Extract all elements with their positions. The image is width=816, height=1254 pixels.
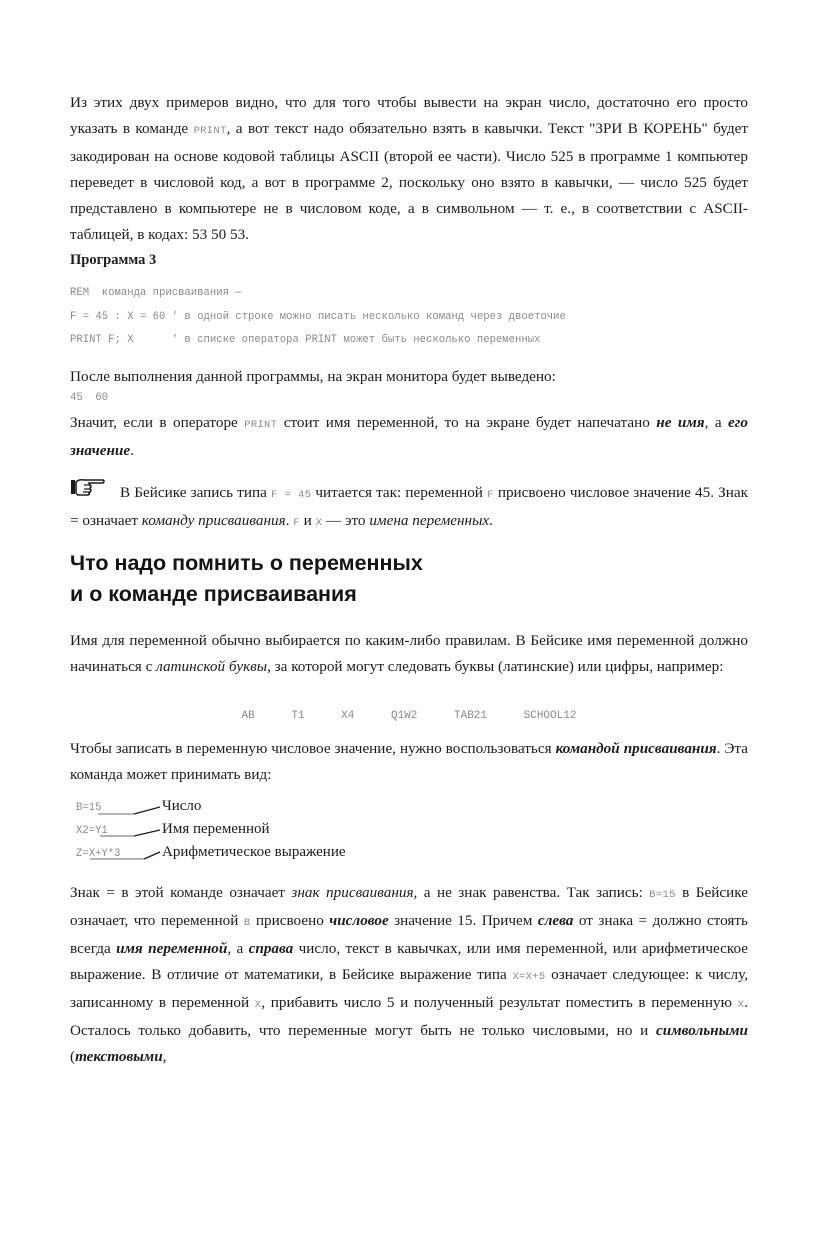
paragraph-output-intro: После выполнения данной программы, на экран монитора будет выведено: <box>70 368 556 385</box>
variable-example: AB <box>241 710 255 722</box>
program-title: Программа 3 <box>70 252 157 268</box>
diagram-code: X2=Y1 <box>76 825 108 837</box>
code-line-2: F = 45 : X = 60 ' в одной строке можно писать несколько команд через двоеточие <box>70 311 566 323</box>
paragraph-variable-names: Имя для переменной обычно выбирается по каким-либо правилам. В Бейсике имя переменной должно начинаться с латинской буквы, за которой могут следовать буквы (латинские) или цифры, например: <box>70 632 748 675</box>
variable-example: Q1W2 <box>390 710 418 722</box>
diagram-label: Арифметическое выражение <box>162 844 346 860</box>
variable-example: SCHOOL12 <box>523 710 577 722</box>
variable-example: TAB21 <box>454 710 488 722</box>
code-line-3: PRINT F; X ' в списке оператора PRINT может быть несколько переменных <box>70 334 541 346</box>
program-output: 45 60 <box>70 392 109 404</box>
diagram-row <box>76 819 476 841</box>
diagram-code: B=15 <box>76 802 102 814</box>
diagram-row <box>76 796 476 818</box>
diagram-label: Имя переменной <box>162 821 270 837</box>
variable-examples <box>70 710 748 722</box>
diagram-label: Число <box>162 798 202 814</box>
paragraph-assignment-meaning: Знак = в этой команде означает знак присваивания, а не знак равенства. Так запись: B=15 в Бейсике означает, что переменной B присвоено числовое значение 15. Причем слева от знака = должно стоять всегда имя переменной, а справа число, текст в кавычках, или имя переменной, или арифметическое выражение. В отличие от математики, в Бейсике выражение типа X=X+5 означает следующее: к числу, записанному в переменной X, прибавить число 5 и полученный результат поместить в переменную X. Осталось только добавить, что переменные могут быть не только числовыми, но и символьными (текстовыми, <box>70 884 748 1065</box>
code-print: PRINT <box>193 125 227 137</box>
assignment-diagram <box>76 796 476 868</box>
variable-example: X4 <box>341 710 355 722</box>
paragraph-print-value: Значит, если в операторе PRINT стоит имя переменной, то на экране будет напечатано не имя, а его значение. <box>70 414 748 459</box>
code-print: PRINT <box>244 419 278 431</box>
diagram-code: Z=X+Y*3 <box>76 848 121 860</box>
section-heading: Что надо помнить о переменных и о команде присваивания <box>70 551 423 606</box>
note-paragraph: В Бейсике запись типа F = 45 читается так: переменной F присвоено числовое значение 45. Знак = означает команду присваивания. F и X — это имена переменных. <box>70 484 748 529</box>
variable-example: T1 <box>291 710 305 722</box>
code-line-1: REM команда присваивания — <box>70 287 242 299</box>
diagram-row <box>76 842 476 864</box>
paragraph-ascii-explanation: Из этих двух примеров видно, что для того чтобы вывести на экран число, достаточно его просто указать в команде PRINT, а вот текст надо обязательно взять в кавычки. Текст "ЗРИ В КОРЕНЬ" будет закодирован на основе кодовой таблицы ASCII (второй ее части). Число 525 в программе 1 компьютер переведет в числовой код, а вот в программе 2, поскольку оно взято в кавычки, — число 525 будет представлено в компьютере не в числовом коде, а в символьном — т. е., в соответствии с ASCII-таблицей, в кодах: 53 50 53. <box>70 94 748 243</box>
paragraph-assignment-forms: Чтобы записать в переменную числовое значение, нужно воспользоваться командой присваивания. Эта команда может принимать вид: <box>70 740 748 783</box>
